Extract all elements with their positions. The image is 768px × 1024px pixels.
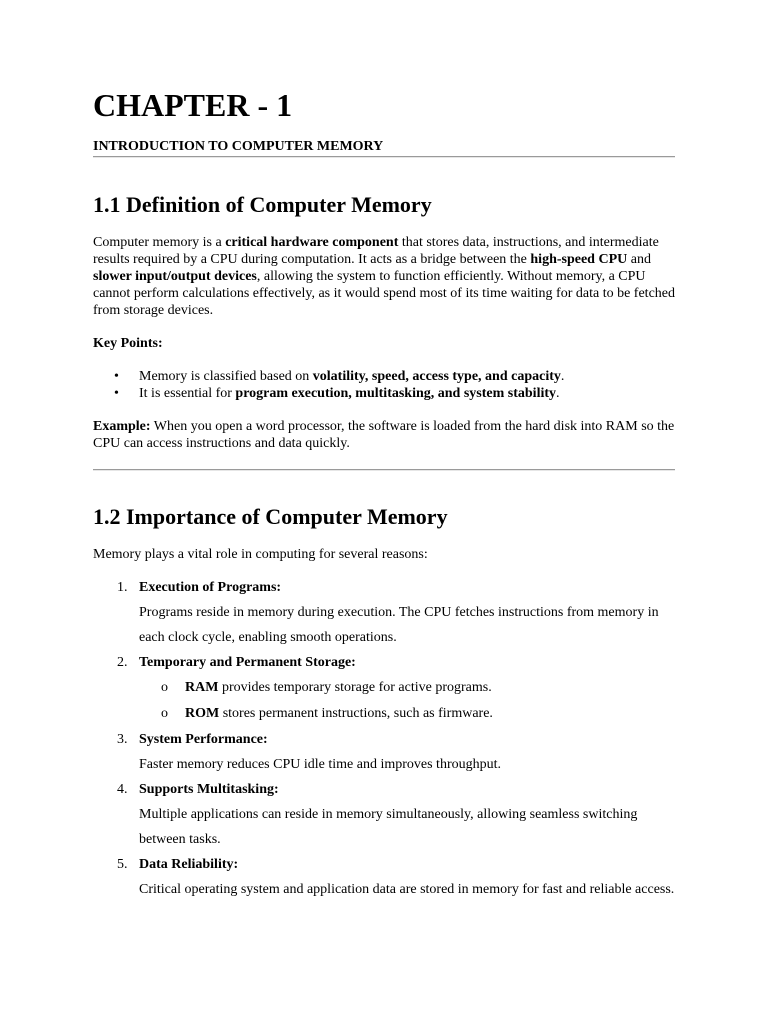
- list-item: [93, 650, 675, 727]
- section-heading-1-2: 1.2 Importance of Computer Memory: [93, 504, 448, 529]
- bold-run: high-speed CPU: [530, 252, 628, 267]
- list-number: 1.: [117, 580, 128, 595]
- text-run: .: [556, 386, 560, 401]
- circle-bullet-icon: o: [161, 680, 168, 695]
- divider: [93, 469, 675, 471]
- list-item-description: Programs reside in memory during execution. The CPU fetches instructions from memory in each clock cycle, enabling smooth operations.: [139, 605, 659, 645]
- list-item: [93, 727, 675, 777]
- list-item-description: Faster memory reduces CPU idle time and improves throughput.: [139, 757, 501, 772]
- list-item-description: Critical operating system and application data are stored in memory for fast and reliable access.: [139, 882, 675, 897]
- bold-run: program execution, multitasking, and system stability: [235, 386, 557, 401]
- list-number: 4.: [117, 782, 128, 797]
- text-run: Computer memory is a: [93, 235, 226, 250]
- bold-run: critical hardware component: [225, 235, 399, 250]
- storage-sublist: [139, 675, 675, 727]
- list-item: [139, 675, 675, 701]
- list-item: [93, 852, 675, 902]
- bullet-icon: •: [114, 369, 119, 384]
- list-item-title: Execution of Programs:: [139, 580, 282, 595]
- key-points-label: [93, 335, 675, 352]
- key-points-list: [93, 368, 675, 402]
- list-item: [93, 385, 675, 402]
- bold-run: slower input/output devices: [93, 269, 257, 284]
- definition-paragraph: [93, 234, 675, 319]
- text-run: Memory is classified based on: [139, 369, 313, 384]
- bold-run: volatility, speed, access type, and capacity: [312, 369, 561, 384]
- importance-list: [93, 575, 675, 902]
- example-paragraph: [93, 418, 675, 452]
- list-number: 5.: [117, 857, 128, 872]
- section-heading-1-1: 1.1 Definition of Computer Memory: [93, 192, 432, 217]
- list-number: 3.: [117, 732, 128, 747]
- bold-run: ROM: [185, 706, 220, 721]
- list-item: [93, 368, 675, 385]
- list-item: [139, 701, 675, 727]
- chapter-subtitle: INTRODUCTION TO COMPUTER MEMORY: [93, 139, 384, 154]
- circle-bullet-icon: o: [161, 706, 168, 721]
- list-item-title: System Performance:: [139, 732, 268, 747]
- bold-run: RAM: [185, 680, 219, 695]
- bullet-icon: •: [114, 386, 119, 401]
- text-run: and: [627, 252, 651, 267]
- text-run: When you open a word processor, the software is loaded from the hard disk into RAM so the CPU can access instructions and data quickly.: [93, 419, 675, 451]
- bold-run: Example:: [93, 419, 151, 434]
- text-run: that stores data, instructions, and intermediate results required by a CPU during computation. It acts as a bridge between the: [93, 235, 659, 267]
- bold-run: Key Points:: [93, 336, 163, 351]
- list-item: [93, 777, 675, 852]
- importance-intro: Memory plays a vital role in computing for several reasons:: [93, 547, 428, 562]
- text-run: provides temporary storage for active programs.: [218, 680, 492, 695]
- list-number: 2.: [117, 655, 128, 670]
- text-run: .: [560, 369, 565, 384]
- list-item-description: Multiple applications can reside in memory simultaneously, allowing seamless switching between tasks.: [139, 807, 638, 847]
- text-run: stores permanent instructions, such as firmware.: [219, 706, 493, 721]
- chapter-title: CHAPTER - 1: [93, 87, 293, 123]
- text-run: It is essential for: [139, 386, 236, 401]
- list-item-title: Data Reliability:: [139, 857, 239, 872]
- text-run: , allowing the system to function efficiently. Without memory, a CPU cannot perform calculations effectively, as it would spend most of its time waiting for data to be fetched from storage devices.: [93, 269, 675, 318]
- list-item: [93, 575, 675, 650]
- list-item-title: Supports Multitasking:: [139, 782, 279, 797]
- list-item-title: Temporary and Permanent Storage:: [139, 655, 356, 670]
- divider: [93, 156, 675, 158]
